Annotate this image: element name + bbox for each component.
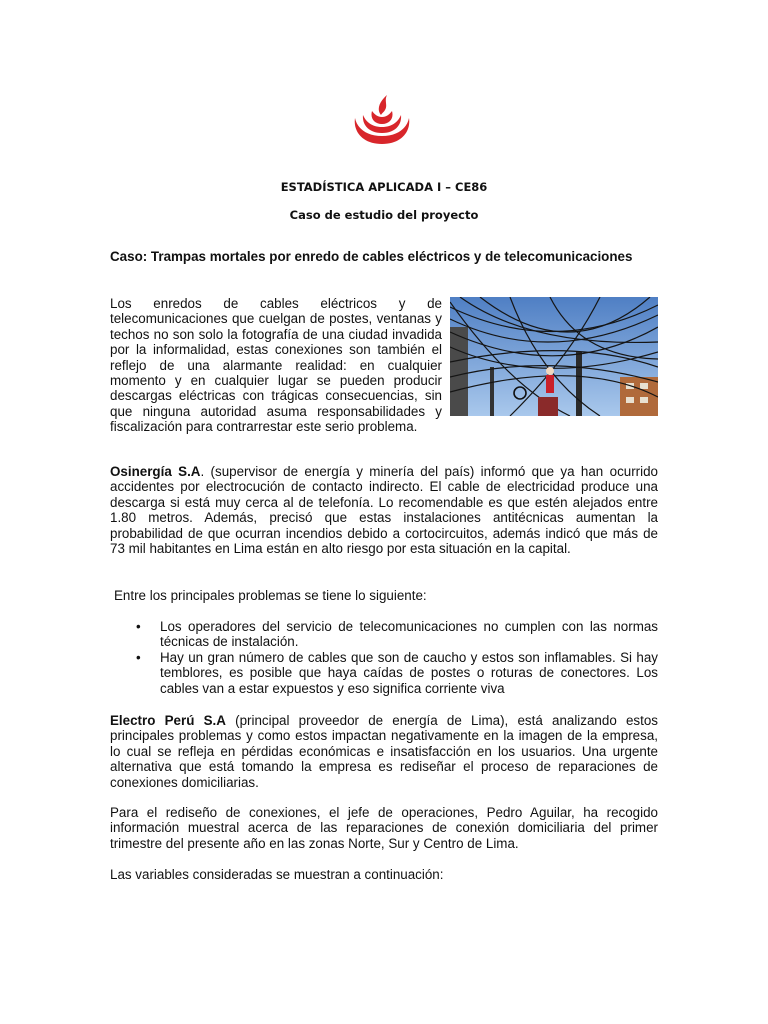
- problems-intro: Entre los principales problemas se tiene lo siguiente:: [114, 588, 427, 603]
- electro-paragraph: [110, 713, 658, 790]
- problems-list: [110, 619, 658, 696]
- list-item: [110, 650, 658, 696]
- university-logo-icon: [351, 91, 413, 145]
- electro-text: (principal proveedor de energía de Lima), está analizando estos principales problemas y como estos impactan negativamente en la imagen de la empresa, lo cual se refleja en pérdidas económicas e insatisfacción en los usuarios. Una urgente alternativa que está tomando la empresa es rediseñar el proceso de reparaciones de conexiones domiciliarias.: [110, 713, 658, 790]
- case-intro-text: Los enredos de cables eléctricos y de telecomunicaciones que cuelgan de postes, ventanas y techos no son solo la fotografía de una ciudad invadida por la informalidad, estas conexiones son también el reflejo de una alarmante realidad: en cualquier momento y en cualquier lugar se pueden producir descargas eléctricas con trágicas consecuencias, sin que ninguna autoridad asuma responsabilidades y fiscalización para contrarrestar este serio problema.: [110, 296, 442, 435]
- bullet-icon: •: [136, 619, 141, 634]
- list-item: [110, 619, 658, 650]
- redesign-paragraph: Para el rediseño de conexiones, el jefe de operaciones, Pedro Aguilar, ha recogido información muestral acerca de las reparaciones de conexión domiciliaria del primer trimestre del presente año en las zonas Norte, Sur y Centro de Lima.: [110, 805, 658, 851]
- course-title: ESTADÍSTICA APLICADA I – CE86: [280, 180, 488, 194]
- variables-intro: Las variables consideradas se muestran a continuación:: [110, 867, 444, 882]
- electro-name: Electro Perú S.A: [110, 713, 226, 728]
- tangled-cables-photo: [450, 297, 658, 416]
- osinergia-paragraph: [110, 464, 658, 556]
- osinergia-name: Osinergía S.A: [110, 464, 201, 479]
- bullet-icon: •: [136, 649, 141, 665]
- case-intro-section: [110, 296, 658, 435]
- document-subtitle: Caso de estudio del proyecto: [289, 208, 479, 222]
- problem-text: Hay un gran número de cables que son de caucho y estos son inflamables. Si hay temblores, es posible que haya caídas de postes o roturas de conectores. Los cables van a estar expuestos y eso significa corriente viva: [160, 649, 658, 696]
- osinergia-text: . (supervisor de energía y minería del país) informó que ya han ocurrido accidentes por electrocución de contacto indirecto. El cable de electricidad produce una descarga si está muy cerca al de telefonía. Lo recomendable es que estén alejados entre 1.80 metros. Además, precisó que estas instalaciones antitécnicas aumentan la probabilidad de que ocurran incendios debido a cortocircuitos, además indicó que más de 73 mil habitantes en Lima están en alto riesgo por esta situación en la capital.: [110, 464, 658, 557]
- problem-text: Los operadores del servicio de telecomunicaciones no cumplen con las normas técnicas de instalación.: [160, 619, 658, 650]
- case-heading: Caso: Trampas mortales por enredo de cables eléctricos y de telecomunicaciones: [110, 249, 633, 264]
